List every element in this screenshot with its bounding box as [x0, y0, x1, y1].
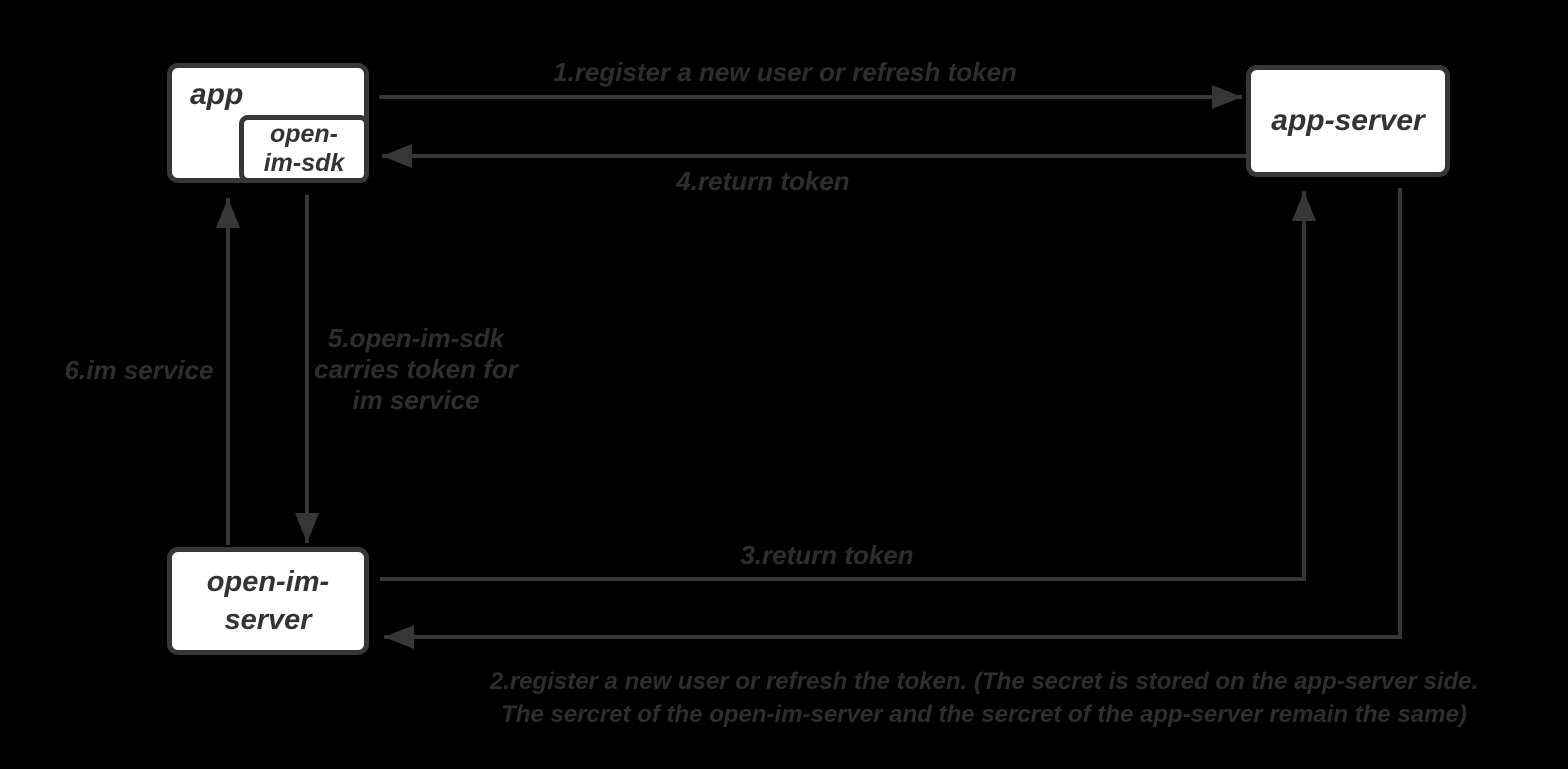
node-open-im-server-label-line1: open-im- [206, 566, 330, 598]
edge-1-label-text: 1.register a new user or refresh token [553, 57, 1017, 87]
edge-5-label-line3: im service [352, 385, 480, 415]
edge-2-label-line1: 2.register a new user or refresh the token. (The secret is stored on the app-server side. [489, 668, 1479, 695]
edge-5-label-line1: 5.open-im-sdk [327, 323, 505, 353]
edge-1-label [455, 57, 1115, 88]
edge-6-label-text: 6.im service [64, 355, 214, 385]
node-app-label: app [190, 78, 244, 111]
edge-3-label [527, 540, 1127, 571]
node-open-im-server-label-line2: server [224, 604, 312, 636]
node-open-im-sdk [239, 115, 369, 183]
node-open-im-sdk-label-line2: im-sdk [263, 149, 345, 177]
node-open-im-sdk-label-line1: open- [269, 120, 339, 148]
edge-4-label [433, 166, 1093, 197]
edge-4-label-text: 4.return token [676, 166, 850, 196]
edge-5-label-line2: carries token for [314, 354, 518, 384]
node-app-server [1246, 65, 1450, 177]
node-open-im-server [167, 547, 369, 655]
node-app [167, 63, 369, 183]
edge-5-label [306, 323, 526, 416]
node-app-server-label: app-server [1271, 104, 1425, 137]
edge-3-label-text: 3.return token [740, 540, 914, 570]
edge-6-label [39, 355, 239, 386]
edge-2-label-line2: The sercret of the open-im-server and the sercret of the app-server remain the same) [501, 701, 1467, 728]
edge-2-label [404, 665, 1564, 731]
